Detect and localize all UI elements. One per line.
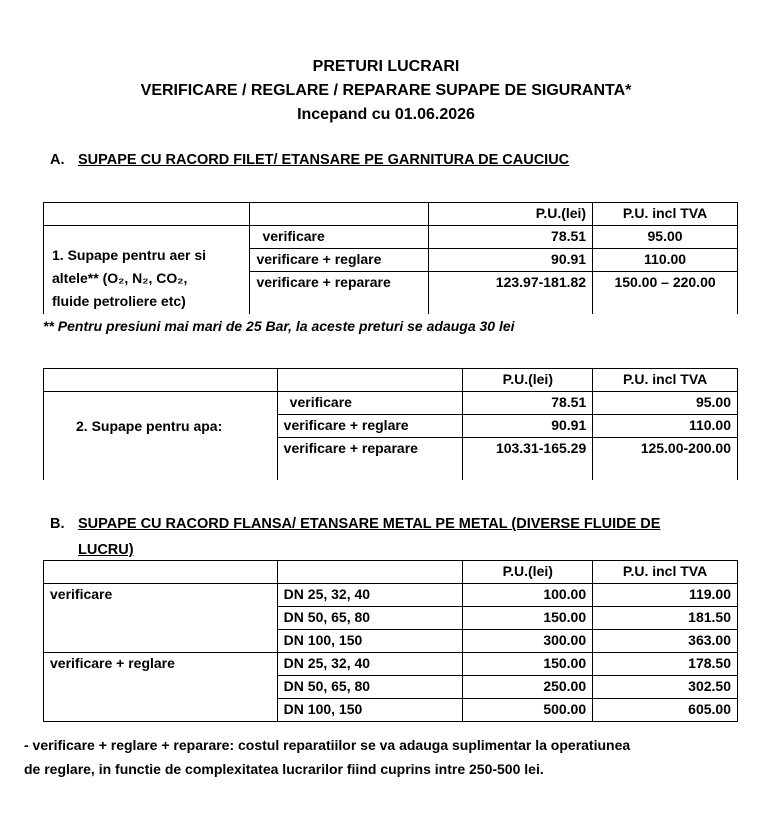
header-empty-cell: [44, 561, 278, 584]
price-tva-cell: 110.00: [593, 249, 738, 272]
item-label-cell: [44, 392, 278, 481]
table-header-row: [44, 203, 738, 226]
section-b-letter: B.: [50, 516, 65, 532]
item-label-line: fluide petroliere etc): [52, 293, 186, 309]
dn-cell: DN 100, 150: [277, 630, 463, 653]
price-tva-cell: 125.00-200.00: [593, 438, 738, 481]
section-a-heading: [50, 152, 569, 168]
table-header-row: [44, 561, 738, 584]
price-cell: 300.00: [463, 630, 593, 653]
operation-group-cell: verificare: [44, 584, 278, 653]
table-section-b: [43, 560, 738, 722]
page-title: PRETURI LUCRARI: [312, 58, 460, 75]
price-tva-cell: 95.00: [593, 226, 738, 249]
price-tva-cell: 119.00: [593, 584, 738, 607]
price-tva-cell: 110.00: [593, 415, 738, 438]
col-header-pu: P.U.(lei): [463, 369, 593, 392]
section-b-title-cont: LUCRU): [78, 542, 134, 558]
section-a-title: SUPAPE CU RACORD FILET/ ETANSARE PE GARNITURA DE CAUCIUC: [78, 152, 570, 168]
col-header-tva: P.U. incl TVA: [593, 561, 738, 584]
price-cell: 90.91: [429, 249, 593, 272]
item-label-line: 1. Supape pentru aer si: [52, 247, 207, 263]
price-cell: 100.00: [463, 584, 593, 607]
price-tva-cell: 178.50: [593, 653, 738, 676]
section-b-title: SUPAPE CU RACORD FLANSA/ ETANSARE METAL PE METAL (DIVERSE FLUIDE DE: [78, 516, 661, 532]
table-row: [44, 392, 738, 415]
operation-cell: verificare: [277, 392, 463, 415]
col-header-pu: P.U.(lei): [463, 561, 593, 584]
header-empty-cell: [250, 203, 429, 226]
price-cell: 150.00: [463, 653, 593, 676]
price-tva-cell: 605.00: [593, 699, 738, 722]
price-tva-cell: 95.00: [593, 392, 738, 415]
dn-cell: DN 50, 65, 80: [277, 607, 463, 630]
section-a-letter: A.: [50, 152, 65, 168]
dn-cell: DN 100, 150: [277, 699, 463, 722]
table-row: [44, 226, 738, 249]
repair-note-line: - verificare + reglare + reparare: costul reparatiilor se va adauga suplimentar la operatiunea: [24, 737, 631, 753]
table-section-a-item2: [43, 368, 738, 480]
price-cell: 103.31-165.29: [463, 438, 593, 481]
item-label-line: altele** (O₂, N₂, CO₂,: [52, 270, 188, 286]
table-header-row: [44, 369, 738, 392]
price-cell: 250.00: [463, 676, 593, 699]
price-tva-cell: 150.00 – 220.00: [593, 272, 738, 315]
section-b-heading: [50, 511, 660, 563]
price-cell: 150.00: [463, 607, 593, 630]
price-cell: 123.97-181.82: [429, 272, 593, 315]
page-subtitle: VERIFICARE / REGLARE / REPARARE SUPAPE DE SIGURANTA*: [140, 82, 632, 99]
operation-cell: verificare + reglare: [277, 415, 463, 438]
price-tva-cell: 181.50: [593, 607, 738, 630]
table-section-a-item1: [43, 202, 738, 314]
price-cell: 90.91: [463, 415, 593, 438]
operation-cell: verificare: [250, 226, 429, 249]
repair-note-line: de reglare, in functie de complexitatea lucrarilor fiind cuprins intre 250-500 lei.: [24, 761, 544, 777]
header-empty-cell: [277, 369, 463, 392]
effective-date: Incepand cu 01.06.2026: [297, 106, 475, 123]
col-header-pu: P.U.(lei): [429, 203, 593, 226]
price-cell: 78.51: [463, 392, 593, 415]
dn-cell: DN 25, 32, 40: [277, 584, 463, 607]
table-row: [44, 584, 738, 607]
operation-cell: verificare + reparare: [250, 272, 429, 315]
operation-cell: verificare + reglare: [250, 249, 429, 272]
operation-cell: verificare + reparare: [277, 438, 463, 481]
col-header-tva: P.U. incl TVA: [593, 369, 738, 392]
pressure-note: ** Pentru presiuni mai mari de 25 Bar, la aceste preturi se adauga 30 lei: [43, 318, 515, 334]
header-empty-cell: [277, 561, 463, 584]
col-header-tva: P.U. incl TVA: [593, 203, 738, 226]
dn-cell: DN 50, 65, 80: [277, 676, 463, 699]
item-label: 2. Supape pentru apa:: [76, 418, 223, 434]
header-empty-cell: [44, 203, 250, 226]
operation-group-cell: verificare + reglare: [44, 653, 278, 722]
price-cell: 500.00: [463, 699, 593, 722]
item-label-cell: [44, 226, 250, 315]
dn-cell: DN 25, 32, 40: [277, 653, 463, 676]
repair-note: [24, 733, 630, 781]
price-tva-cell: 302.50: [593, 676, 738, 699]
table-row: [44, 653, 738, 676]
price-cell: 78.51: [429, 226, 593, 249]
price-tva-cell: 363.00: [593, 630, 738, 653]
header-empty-cell: [44, 369, 278, 392]
